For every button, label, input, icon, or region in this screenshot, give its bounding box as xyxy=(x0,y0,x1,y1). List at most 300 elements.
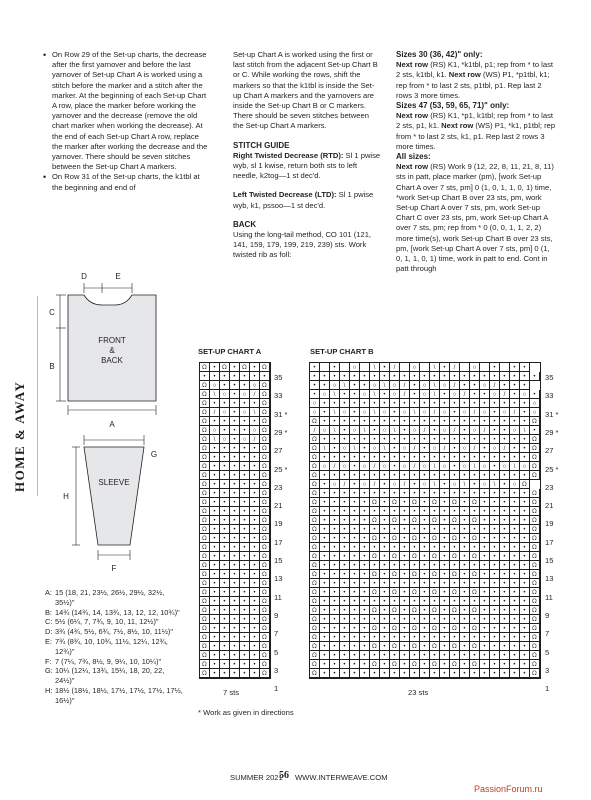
chart-cell: • xyxy=(330,597,340,606)
chart-cell: • xyxy=(350,372,360,381)
chart-cell: • xyxy=(230,489,240,498)
chart-cell xyxy=(340,363,350,372)
chart-cell: • xyxy=(490,408,500,417)
chart-cell: ᘯ xyxy=(260,444,270,453)
chart-cell: \ xyxy=(250,408,260,417)
chart-cell: • xyxy=(400,597,410,606)
chart-cell: • xyxy=(480,633,490,642)
chart-cell: • xyxy=(490,579,500,588)
chart-cell: • xyxy=(430,597,440,606)
chart-cell: • xyxy=(400,651,410,660)
chart-cell: • xyxy=(460,471,470,480)
chart-cell: ○ xyxy=(220,408,230,417)
chart-cell: ○ xyxy=(330,480,340,489)
chart-cell: • xyxy=(240,525,250,534)
row-number: 7 xyxy=(545,629,550,639)
chart-cell: • xyxy=(410,417,420,426)
chart-cell: • xyxy=(220,417,230,426)
measurement-row xyxy=(45,608,185,618)
bullet-list xyxy=(43,50,211,193)
chart-cell: • xyxy=(490,507,500,516)
chart-footnote: * Work as given in directions xyxy=(198,708,294,717)
chart-cell: • xyxy=(360,660,370,669)
chart-cell: ᘯ xyxy=(260,516,270,525)
garment-schematic xyxy=(40,265,200,585)
chart-cell: • xyxy=(230,651,240,660)
chart-cell: / xyxy=(440,444,450,453)
chart-cell: ᘯ xyxy=(260,606,270,615)
chart-cell: • xyxy=(240,507,250,516)
chart-cell: ᘯ xyxy=(450,516,460,525)
chart-cell: ᘯ xyxy=(370,570,380,579)
chart-cell: • xyxy=(390,435,400,444)
chart-cell: • xyxy=(380,507,390,516)
chart-cell: • xyxy=(360,579,370,588)
chart-cell: \ xyxy=(330,408,340,417)
chart-cell: • xyxy=(360,651,370,660)
chart-cell: ᘯ xyxy=(450,552,460,561)
chart-cell: • xyxy=(510,525,520,534)
chart-cell: • xyxy=(440,399,450,408)
chart-cell: • xyxy=(370,417,380,426)
chart-cell: ᘯ xyxy=(410,624,420,633)
chart-cell: ᘯ xyxy=(370,498,380,507)
chart-cell: / xyxy=(500,390,510,399)
chart-cell: • xyxy=(210,669,220,678)
instruction-text: (RS) K1, *p1, k1tbl; rep from * to last 2 sts, p1, k1. xyxy=(396,111,554,131)
chart-cell: ᘯ xyxy=(200,642,210,651)
chart-cell: • xyxy=(470,453,480,462)
chart-cell: • xyxy=(450,669,460,678)
chart-cell: • xyxy=(450,597,460,606)
chart-cell: • xyxy=(380,489,390,498)
chart-cell: \ xyxy=(350,444,360,453)
chart-cell: ᘯ xyxy=(430,516,440,525)
chart-cell: • xyxy=(420,498,430,507)
chart-cell: ○ xyxy=(390,480,400,489)
chart-cell: ᘯ xyxy=(450,606,460,615)
row-number: 17 xyxy=(274,537,283,547)
chart-cell: • xyxy=(510,435,520,444)
chart-cell: • xyxy=(420,534,430,543)
chart-cell: • xyxy=(390,408,400,417)
chart-cell: • xyxy=(330,669,340,678)
chart-cell: • xyxy=(230,381,240,390)
chart-cell: • xyxy=(240,444,250,453)
chart-cell: ᘯ xyxy=(200,426,210,435)
chart-cell: ○ xyxy=(320,426,330,435)
chart-cell: ○ xyxy=(250,381,260,390)
dim-label-a: A xyxy=(109,420,115,429)
chart-cell: • xyxy=(490,426,500,435)
chart-cell: • xyxy=(350,525,360,534)
chart-cell: • xyxy=(250,444,260,453)
chart-cell: • xyxy=(470,372,480,381)
chart-cell: / xyxy=(400,480,410,489)
row-number: 19 xyxy=(545,519,554,529)
chart-cell: \ xyxy=(210,390,220,399)
chart-cell: \ xyxy=(330,390,340,399)
chart-cell: • xyxy=(360,489,370,498)
chart-cell xyxy=(400,363,410,372)
chart-cell: ○ xyxy=(440,462,450,471)
chart-cell: • xyxy=(390,633,400,642)
chart-cell: ᘯ xyxy=(370,534,380,543)
chart-cell: • xyxy=(390,462,400,471)
chart-cell: • xyxy=(480,507,490,516)
chart-cell: • xyxy=(410,507,420,516)
chart-cell: • xyxy=(470,399,480,408)
chart-cell: • xyxy=(370,507,380,516)
chart-cell: • xyxy=(440,597,450,606)
chart-cell: • xyxy=(450,444,460,453)
chart-cell: ᘯ xyxy=(240,363,250,372)
chart-cell: • xyxy=(240,624,250,633)
chart-cell: • xyxy=(400,660,410,669)
chart-cell: • xyxy=(430,453,440,462)
chart-cell: ᘯ xyxy=(530,570,540,579)
chart-cell: • xyxy=(410,615,420,624)
chart-cell: • xyxy=(230,516,240,525)
chart-cell: • xyxy=(370,489,380,498)
instruction-text: (WS) P1, *p1tbl, k1; rep from * to last 2 sts, p1tbl, p1. Rep last 2 rows 3 more times. xyxy=(396,70,550,100)
chart-cell: / xyxy=(250,390,260,399)
measurement-value: 10¼ (12¼, 13¾, 15¼, 18, 20, 22, 24½)" xyxy=(55,666,165,686)
chart-cell: • xyxy=(230,480,240,489)
chart-cell: • xyxy=(480,453,490,462)
chart-cell: • xyxy=(230,507,240,516)
dim-label-f: F xyxy=(111,564,117,573)
footer-issue: SUMMER 2021 xyxy=(230,773,283,782)
chart-cell: ᘯ xyxy=(260,480,270,489)
chart-cell: • xyxy=(370,426,380,435)
measurement-key: F: xyxy=(45,656,52,666)
chart-cell: • xyxy=(480,615,490,624)
chart-cell: • xyxy=(490,570,500,579)
chart-cell: • xyxy=(460,417,470,426)
chart-cell: • xyxy=(380,498,390,507)
chart-cell: ○ xyxy=(450,390,460,399)
chart-cell: • xyxy=(500,471,510,480)
chart-cell: • xyxy=(380,588,390,597)
chart-cell: • xyxy=(210,606,220,615)
chart-cell: ᘯ xyxy=(260,570,270,579)
chart-cell: • xyxy=(460,606,470,615)
dim-label-b: B xyxy=(49,362,55,371)
chart-cell: ᘯ xyxy=(530,534,540,543)
chart-cell: ᘯ xyxy=(200,633,210,642)
chart-cell xyxy=(360,363,370,372)
chart-cell: • xyxy=(470,471,480,480)
chart-cell: • xyxy=(360,633,370,642)
chart-cell: • xyxy=(510,597,520,606)
chart-cell: ○ xyxy=(360,480,370,489)
chart-cell: • xyxy=(230,390,240,399)
chart-cell: • xyxy=(330,516,340,525)
chart-cell: ᘯ xyxy=(260,651,270,660)
chart-cell: • xyxy=(490,498,500,507)
row-number: 11 xyxy=(274,592,282,602)
chart-cell: ○ xyxy=(400,408,410,417)
chart-cell: • xyxy=(220,372,230,381)
footer-website: WWW.INTERWEAVE.COM xyxy=(295,773,388,782)
chart-cell: • xyxy=(210,579,220,588)
chart-cell: ᘯ xyxy=(390,516,400,525)
chart-cell: ᘯ xyxy=(200,561,210,570)
chart-cell: ○ xyxy=(470,363,480,372)
chart-cell: • xyxy=(380,597,390,606)
chart-cell: • xyxy=(470,597,480,606)
chart-cell: ᘯ xyxy=(200,579,210,588)
chart-cell: ᘯ xyxy=(530,552,540,561)
chart-cell: • xyxy=(330,471,340,480)
chart-cell: ᘯ xyxy=(450,588,460,597)
chart-cell: • xyxy=(520,444,530,453)
chart-cell: • xyxy=(240,516,250,525)
chart-cell: • xyxy=(430,651,440,660)
chart-cell: • xyxy=(380,570,390,579)
chart-cell: • xyxy=(360,588,370,597)
chart-cell: • xyxy=(480,579,490,588)
chart-cell: • xyxy=(410,651,420,660)
chart-cell: • xyxy=(390,489,400,498)
chart-cell: • xyxy=(510,588,520,597)
chart-cell: • xyxy=(210,570,220,579)
chart-cell: • xyxy=(230,471,240,480)
chart-cell: • xyxy=(480,444,490,453)
chart-cell: • xyxy=(320,615,330,624)
next-row-label: Next row xyxy=(396,111,429,121)
chart-cell: ○ xyxy=(360,462,370,471)
chart-cell: ᘯ xyxy=(260,417,270,426)
chart-cell: • xyxy=(230,408,240,417)
chart-cell: • xyxy=(440,606,450,615)
chart-cell: ᘯ xyxy=(310,489,320,498)
chart-cell: • xyxy=(460,660,470,669)
chart-cell: • xyxy=(460,453,470,462)
chart-cell: • xyxy=(210,642,220,651)
chart-cell: • xyxy=(410,372,420,381)
chart-cell: ○ xyxy=(410,363,420,372)
chart-cell: • xyxy=(220,507,230,516)
chart-cell: \ xyxy=(520,426,530,435)
chart-cell: \ xyxy=(380,381,390,390)
chart-cell: • xyxy=(520,498,530,507)
chart-cell: • xyxy=(330,498,340,507)
chart-cell: • xyxy=(470,489,480,498)
chart-cell: ᘯ xyxy=(200,498,210,507)
chart-cell: • xyxy=(320,570,330,579)
chart-cell: ᘯ xyxy=(390,534,400,543)
chart-cell: • xyxy=(400,615,410,624)
chart-cell: • xyxy=(490,489,500,498)
chart-cell: • xyxy=(380,624,390,633)
row-number: 13 xyxy=(274,574,283,584)
chart-cell: • xyxy=(420,417,430,426)
chart-cell: • xyxy=(320,669,330,678)
chart-cell: • xyxy=(380,642,390,651)
chart-cell: • xyxy=(520,453,530,462)
chart-cell: • xyxy=(230,534,240,543)
chart-cell: • xyxy=(400,588,410,597)
chart-cell: • xyxy=(340,615,350,624)
chart-cell: / xyxy=(330,462,340,471)
chart-cell: ᘯ xyxy=(410,642,420,651)
chart-cell: • xyxy=(490,453,500,462)
chart-cell: • xyxy=(410,561,420,570)
chart-cell: • xyxy=(370,453,380,462)
chart-cell: • xyxy=(210,651,220,660)
chart-cell: • xyxy=(430,417,440,426)
chart-cell xyxy=(320,363,330,372)
chart-cell: ᘯ xyxy=(410,552,420,561)
chart-cell: • xyxy=(500,453,510,462)
chart-cell: • xyxy=(520,615,530,624)
chart-cell: • xyxy=(340,633,350,642)
size-paragraph-3 xyxy=(396,162,556,274)
chart-cell: • xyxy=(360,381,370,390)
chart-cell: • xyxy=(360,615,370,624)
chart-cell: ᘯ xyxy=(260,552,270,561)
chart-cell: / xyxy=(480,426,490,435)
chart-cell: • xyxy=(220,543,230,552)
next-row-label: Next row xyxy=(396,60,429,70)
chart-cell: ○ xyxy=(420,462,430,471)
row-number: 19 xyxy=(274,519,283,529)
chart-cell: • xyxy=(330,615,340,624)
chart-cell: • xyxy=(350,390,360,399)
chart-cell: ○ xyxy=(490,444,500,453)
chart-cell: • xyxy=(520,471,530,480)
chart-cell: • xyxy=(320,534,330,543)
chart-cell: • xyxy=(500,615,510,624)
chart-cell: / xyxy=(500,444,510,453)
chart-cell: • xyxy=(400,543,410,552)
chart-cell: • xyxy=(480,390,490,399)
chart-cell: • xyxy=(330,660,340,669)
chart-cell: • xyxy=(510,606,520,615)
chart-cell: ᘯ xyxy=(260,507,270,516)
chart-cell: • xyxy=(230,363,240,372)
chart-cell: • xyxy=(230,588,240,597)
chart-cell: • xyxy=(400,561,410,570)
chart-cell: ᘯ xyxy=(200,453,210,462)
measurement-row xyxy=(45,657,185,667)
chart-cell: ᘯ xyxy=(430,570,440,579)
chart-cell: ○ xyxy=(480,462,490,471)
chart-cell: • xyxy=(420,372,430,381)
chart-cell: \ xyxy=(320,444,330,453)
chart-cell: • xyxy=(380,480,390,489)
chart-cell: • xyxy=(380,633,390,642)
chart-cell: • xyxy=(230,624,240,633)
size-paragraph-2 xyxy=(396,111,556,152)
chart-cell: • xyxy=(210,507,220,516)
row-number: 15 xyxy=(545,556,554,565)
column-3 xyxy=(396,50,556,274)
chart-cell: / xyxy=(390,363,400,372)
chart-cell: ᘯ xyxy=(470,624,480,633)
chart-cell: • xyxy=(480,606,490,615)
chart-cell: ᘯ xyxy=(530,516,540,525)
chart-cell: • xyxy=(450,462,460,471)
chart-cell: • xyxy=(440,525,450,534)
chart-cell: • xyxy=(420,624,430,633)
chart-cell: • xyxy=(400,417,410,426)
chart-cell: ○ xyxy=(370,381,380,390)
chart-cell: • xyxy=(480,669,490,678)
row-number: 21 xyxy=(545,501,554,511)
chart-cell: ᘯ xyxy=(310,579,320,588)
chart-cell: • xyxy=(370,471,380,480)
chart-cell: • xyxy=(350,633,360,642)
chart-cell: • xyxy=(500,606,510,615)
sleeve-label: SLEEVE xyxy=(98,478,130,487)
chart-cell: ᘯ xyxy=(470,588,480,597)
chart-cell: • xyxy=(490,651,500,660)
chart-cell: ᘯ xyxy=(470,570,480,579)
chart-cell: \ xyxy=(380,444,390,453)
chart-cell: • xyxy=(240,543,250,552)
chart-cell: / xyxy=(450,426,460,435)
chart-cell: / xyxy=(470,408,480,417)
chart-cell: • xyxy=(500,372,510,381)
chart-cell: • xyxy=(460,651,470,660)
chart-cell: • xyxy=(380,471,390,480)
chart-cell: • xyxy=(210,498,220,507)
chart-cell: • xyxy=(440,669,450,678)
chart-cell: • xyxy=(320,516,330,525)
row-number: 3 xyxy=(545,665,550,675)
chart-cell: • xyxy=(420,588,430,597)
chart-cell: ᘯ xyxy=(370,606,380,615)
chart-cell: ᘯ xyxy=(200,444,210,453)
chart-cell: • xyxy=(350,471,360,480)
chart-cell: ᘯ xyxy=(200,480,210,489)
chart-cell: ᘯ xyxy=(390,498,400,507)
measurement-value: 14¾ (14¾, 14, 13¾, 13, 12, 12, 10¾)" xyxy=(55,607,180,617)
chart-cell: • xyxy=(360,642,370,651)
chart-cell: • xyxy=(400,552,410,561)
measurement-key: E: xyxy=(45,636,52,646)
chart-cell: • xyxy=(230,570,240,579)
chart-cell: • xyxy=(500,552,510,561)
chart-cell: • xyxy=(240,642,250,651)
column-2 xyxy=(233,50,381,261)
chart-cell: • xyxy=(460,516,470,525)
chart-cell: • xyxy=(220,426,230,435)
chart-cell: • xyxy=(440,651,450,660)
back-heading: BACK xyxy=(233,219,257,229)
next-row-label: Next row xyxy=(396,162,429,172)
chart-cell: ○ xyxy=(410,426,420,435)
chart-cell: • xyxy=(400,579,410,588)
chart-cell: • xyxy=(210,462,220,471)
chart-cell: • xyxy=(360,471,370,480)
chart-cell: • xyxy=(440,507,450,516)
chart-cell: • xyxy=(220,399,230,408)
chart-cell: • xyxy=(440,579,450,588)
chart-cell: ᘯ xyxy=(200,516,210,525)
chart-cell: ᘯ xyxy=(260,615,270,624)
chart-cell: • xyxy=(200,372,210,381)
chart-cell: • xyxy=(350,381,360,390)
chart-cell: • xyxy=(460,543,470,552)
next-row-label: Next row xyxy=(448,70,481,80)
chart-cell: ᘯ xyxy=(310,471,320,480)
chart-cell: • xyxy=(520,435,530,444)
chart-cell: • xyxy=(380,615,390,624)
